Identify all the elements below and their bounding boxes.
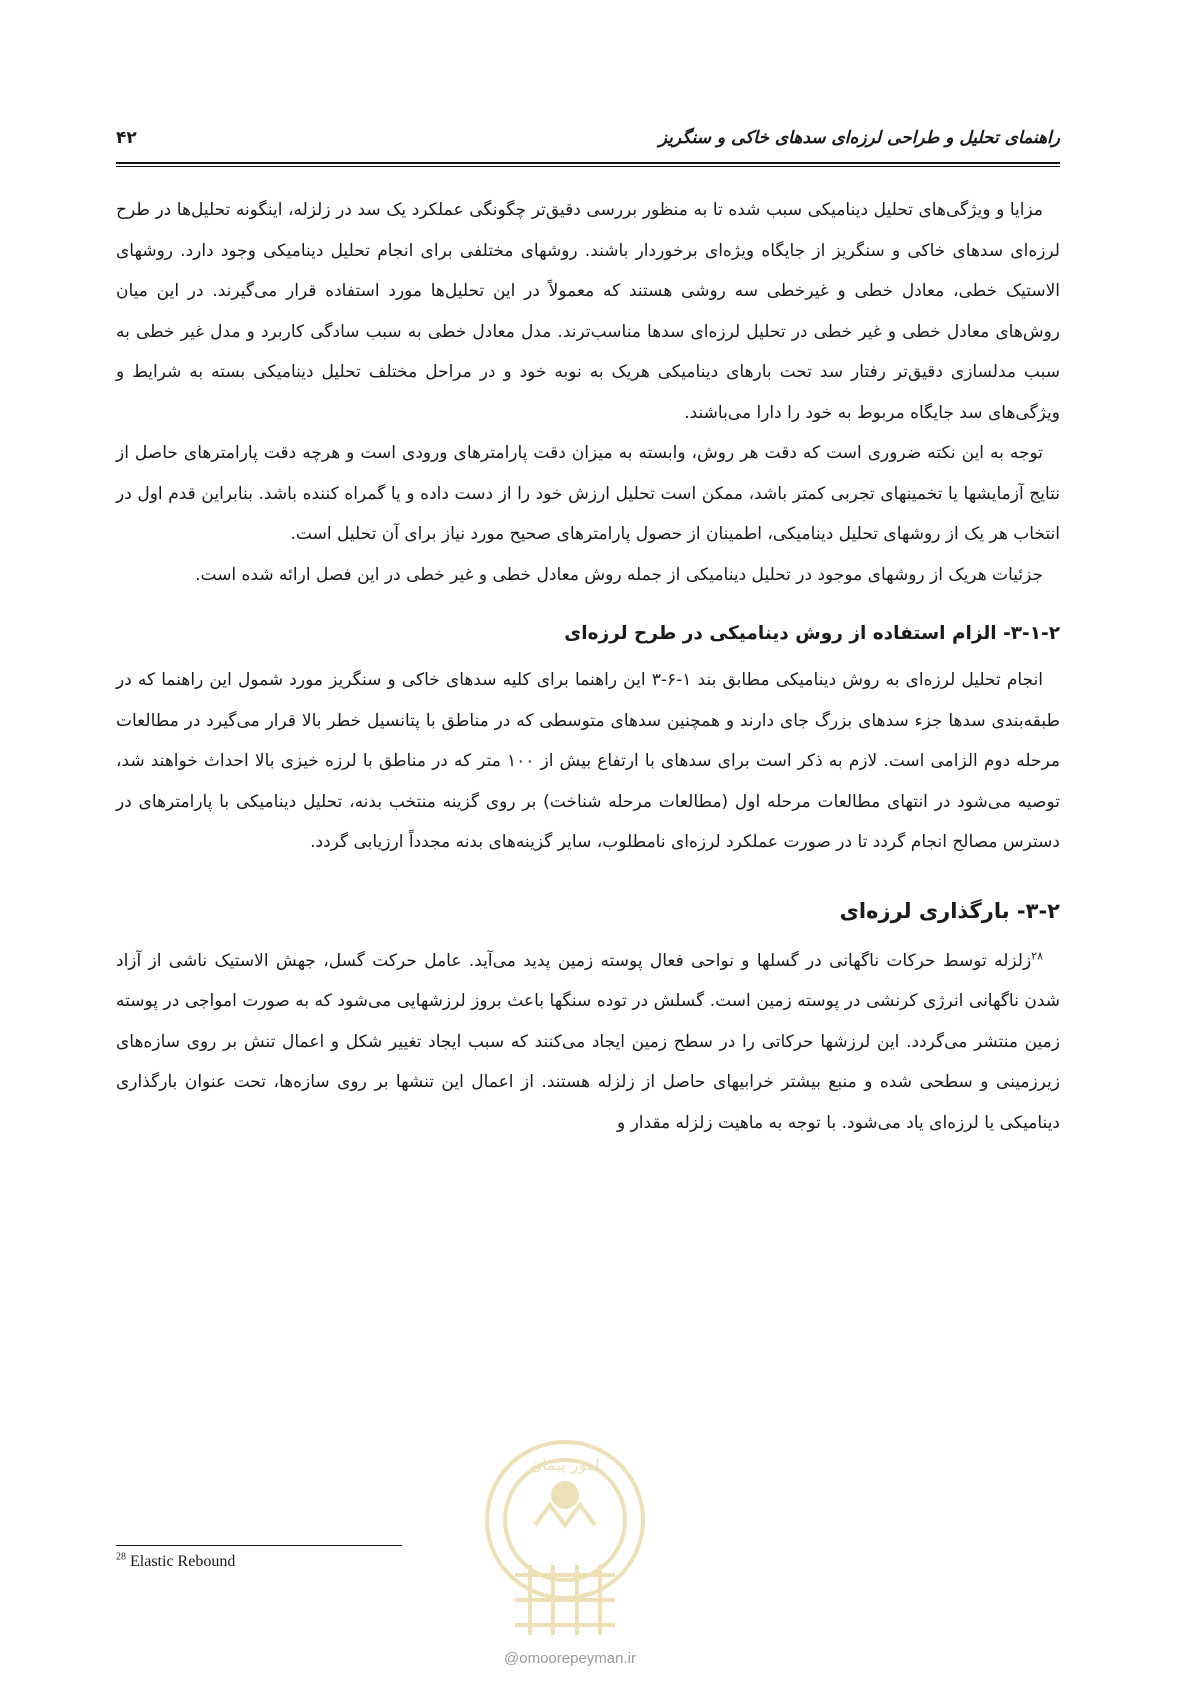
footnote-ref[interactable]: ۲۸ — [1031, 948, 1043, 962]
footnote-number: 28 — [116, 1551, 126, 1563]
header-title: راهنمای تحلیل و طراحی لرزه‌ای سدهای خاکی و سنگریز — [658, 128, 1060, 148]
watermark-site: @omoorepeyman.ir — [504, 1650, 636, 1667]
paragraph: توجه به این نکته ضروری است که دقت هر روش، وابسته به میزان دقت پارامترهای ورودی است و هرچه دقت پارامترهای حاصل از نتایج آزمایشها یا تخمینهای تجربی کمتر باشد، ممکن است تحلیل ارزش خود را از دست داده و یا گمراه کننده باشد. بنابراین قدم اول در انتخاب هر یک از روشهای تحلیل دینامیکی، اطمینان از حصول پارامترهای صحیح مورد نیاز برای آن تحلیل است. — [116, 443, 1060, 544]
page-number: ۴۲ — [116, 128, 137, 148]
header-rule — [116, 162, 1060, 164]
footnote-text: Elastic Rebound — [130, 1553, 236, 1570]
footnote — [116, 1553, 235, 1571]
paragraph: مزایا و ویژگی‌های تحلیل دینامیکی سبب شده تا به منظور بررسی دقیق‌تر چگونگی عملکرد یک سد در زلزله، اینگونه تحلیل‌ها در طرح لرزه‌ای سدهای خاکی و سنگریز از جایگاه ویژه‌ای برخوردار باشند. روشهای مختلفی برای انجام تحلیل دینامیکی وجود دارد. روشهای الاستیک خطی، معادل خطی و غیرخطی سه روشی هستند که معمولاً در این تحلیل‌ها مورد استفاده قرار می‌گیرند. در این میان روش‌های معادل خطی و غیر خطی در تحلیل لرزه‌ای سدها مناسب‌ترند. مدل معادل خطی به سبب سادگی کاربرد و مدل غیر خطی به سبب مدلسازی دقیق‌تر رفتار سد تحت بارهای دینامیکی هریک به نوبه خود و در مراحل مختلف تحلیل دینامیکی بسته به شرایط و ویژگی‌های سد جایگاه مربوط به خود را دارا می‌باشند. — [116, 200, 1060, 423]
main-content — [116, 190, 1060, 1143]
page-header — [116, 126, 1060, 156]
header-rule-thin — [116, 166, 1060, 167]
section-heading: ۳-۲- بارگذاری لرزه‌ای — [839, 898, 1060, 923]
paragraph-with-footnote — [116, 941, 1060, 1144]
section-heading: ۳-۱-۲- الزام استفاده از روش دینامیکی در طرح لرزه‌ای — [564, 623, 1060, 644]
paragraph: انجام تحلیل لرزه‌ای به روش دینامیکی مطابق بند ۱-۶-۳ این راهنما برای کلیه سدهای خاکی و سنگریز مورد شمول این راهنما که در طبقه‌بندی سدها جزء سدهای بزرگ جای دارند و همچنین سدهای متوسطی که در مناطق با پتانسیل خطر بالا قرار می‌گیرد در مطالعات مرحله دوم الزامی است. لازم به ذکر است برای سدهای با ارتفاع بیش از ۱۰۰ متر که در مناطق با لرزه خیزی بالا احداث خواهند شد، توصیه می‌شود در انتهای مطالعات مرحله اول (مطالعات مرحله شناخت) بر روی گزینه منتخب بدنه، تحلیل دینامیکی با پارامترهای در دسترس مصالح انجام گردد تا در صورت عملکرد لرزه‌ای نامطلوب، سایر گزینه‌های بدنه مجدداً ارزیابی گردد. — [116, 670, 1060, 852]
footnote-rule — [116, 1545, 402, 1546]
watermark-logo-icon — [475, 1425, 655, 1655]
paragraph: جزئیات هریک از روشهای موجود در تحلیل دینامیکی از جمله روش معادل خطی و غیر خطی در این فصل ارائه شده است. — [195, 564, 1043, 585]
watermark-logo-text: امور پیمان — [530, 1455, 600, 1474]
paragraph-text: زلزله توسط حرکات ناگهانی در گسلها و نواحی فعال پوسته زمین پدید می‌آید. عامل حرکت گسل، جهش الاستیک ناشی از آزاد شدن ناگهانی انرژی کرنشی در پوسته زمین است. گسلش در توده سنگها باعث بروز لرزشهایی می‌شود که به صورت امواجی در پوسته زمین منتشر می‌گردد. این لرزشها حرکاتی را در سطح زمین ایجاد می‌کنند که سبب ایجاد تغییر شکل و اعمال تنش بر روی سازه‌های زیرزمینی و سطحی شده و منبع بیشتر خرابیهای حاصل از زلزله هستند. از اعمال این تنشها بر روی سازه‌ها، تحت عنوان بارگذاری دینامیکی یا لرزه‌ای یاد می‌شود. با توجه به ماهیت زلزله مقدار و — [116, 950, 1060, 1133]
